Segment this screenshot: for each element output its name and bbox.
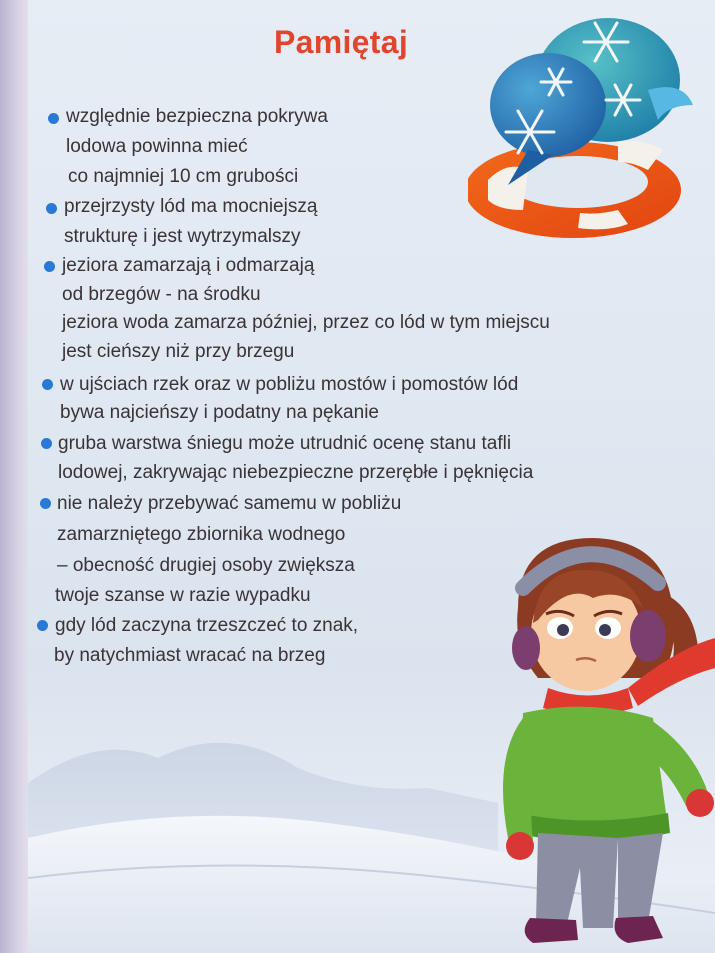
list-item-line: twoje szanse w razie wypadku xyxy=(55,585,311,606)
list-item-line: jeziora zamarzają i odmarzają xyxy=(62,255,315,276)
page-left-edge xyxy=(0,0,28,953)
list-item-line: nie należy przebywać samemu w pobliżu xyxy=(57,493,402,514)
list-item-line: by natychmiast wracać na brzeg xyxy=(54,645,326,666)
list-item-line: gdy lód zaczyna trzeszczeć to znak, xyxy=(55,615,359,636)
list-item-line: – obecność drugiej osoby zwiększa xyxy=(57,555,355,576)
list-item-line: względnie bezpieczna pokrywa xyxy=(66,106,328,127)
bullet-icon xyxy=(41,438,52,449)
page-title: Pamiętaj xyxy=(274,24,409,60)
bullet-icon xyxy=(48,113,59,124)
list-item-line: co najmniej 10 cm grubości xyxy=(68,166,299,187)
bullet-icon xyxy=(46,203,57,214)
bullet-icon xyxy=(40,498,51,509)
poster xyxy=(28,0,715,953)
list-item-line: od brzegów - na środku xyxy=(62,284,261,305)
list-item-line: lodowej, zakrywając niebezpieczne przerębłe i pęknięcia xyxy=(58,462,534,483)
snowflake-bubble-icon xyxy=(468,10,698,255)
bullet-icon xyxy=(37,620,48,631)
list-item-line: przejrzysty lód ma mocniejszą xyxy=(64,196,318,217)
list-item-line: bywa najcieńszy i podatny na pękanie xyxy=(60,402,379,423)
list-item-line: jeziora woda zamarza później, przez co lód w tym miejscu xyxy=(62,312,550,333)
list-item-line: zamarzniętego zbiornika wodnego xyxy=(57,524,346,545)
bullet-icon xyxy=(44,261,55,272)
list-item-line: gruba warstwa śniegu może utrudnić ocenę stanu tafli xyxy=(58,433,512,454)
list-item-line: jest cieńszy niż przy brzegu xyxy=(62,341,295,362)
list-item-line: lodowa powinna mieć xyxy=(66,136,248,157)
girl-illustration xyxy=(478,528,715,953)
list-item-line: w ujściach rzek oraz w pobliżu mostów i pomostów lód xyxy=(60,374,519,395)
bullet-icon xyxy=(42,379,53,390)
list-item-line: strukturę i jest wytrzymalszy xyxy=(64,226,301,247)
